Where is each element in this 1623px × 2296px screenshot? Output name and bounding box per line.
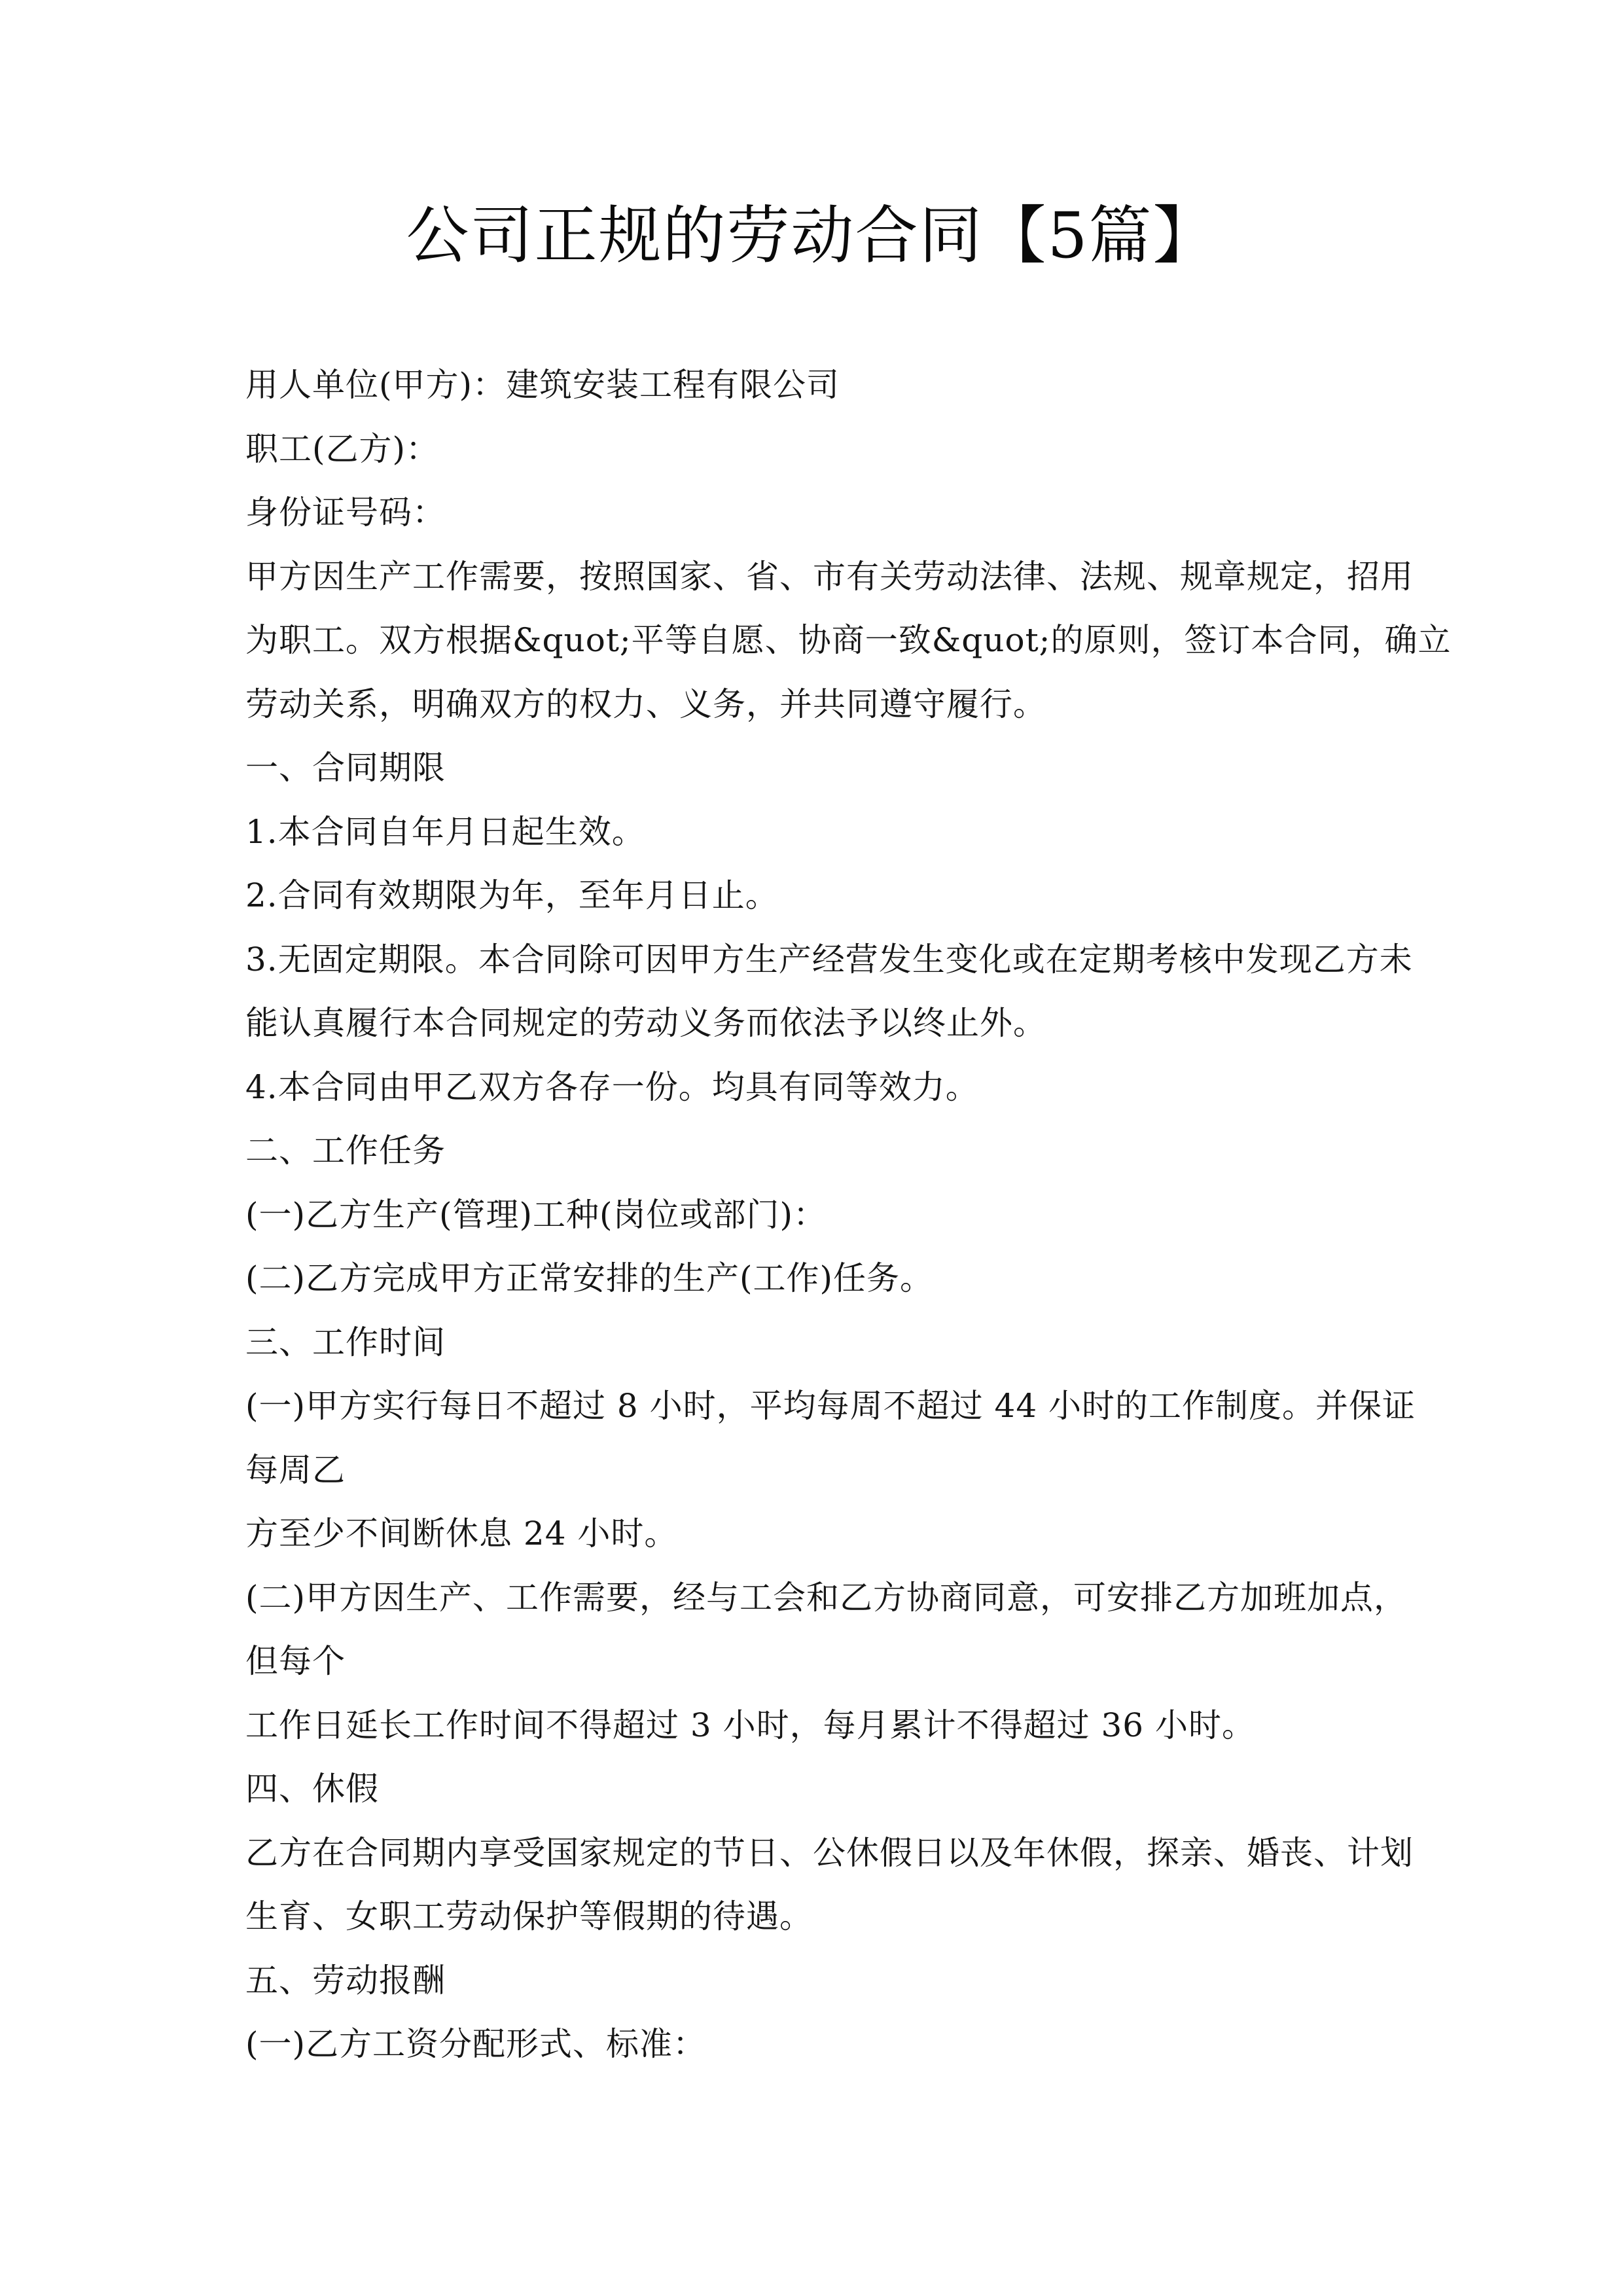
clause-line: 2.合同有效期限为年，至年月日止。: [245, 876, 779, 914]
clause-line: 3.无固定期限。本合同除可因甲方生产经营发生变化或在定期考核中发现乙方未: [245, 940, 1413, 978]
paragraph-intro-line: 劳动关系，明确双方的权力、义务，并共同遵守履行。: [245, 685, 1046, 723]
document-title: 公司正规的劳动合同【5篇】: [406, 199, 1217, 272]
document-body: [245, 353, 1452, 2077]
clause-line: 方至少不间断休息 24 小时。: [245, 1515, 678, 1552]
line-employer: 用人单位(甲方)：建筑安装工程有限公司: [245, 366, 840, 404]
clause-line: 乙方在合同期内享受国家规定的节日、公休假日以及年休假，探亲、婚丧、计划: [245, 1833, 1414, 1872]
clause-line: (一)乙方生产(管理)工种(岗位或部门)：: [245, 1195, 827, 1234]
clause-line: (二)甲方因生产、工作需要，经与工会和乙方协商同意，可安排乙方加班加点，: [245, 1578, 1408, 1617]
line-id-number: 身份证号码：: [245, 493, 446, 531]
clause-line: 但每个: [245, 1642, 346, 1680]
clause-line: (二)乙方完成甲方正常安排的生产(工作)任务。: [245, 1259, 934, 1297]
section-heading-remuneration: 五、劳动报酬: [245, 1961, 446, 2000]
paragraph-intro-line: 甲方因生产工作需要，按照国家、省、市有关劳动法律、法规、规章规定，招用: [245, 557, 1414, 596]
section-heading-leave: 四、休假: [245, 1770, 379, 1808]
clause-line: 每周乙: [245, 1450, 346, 1489]
section-heading-contract-term: 一、合同期限: [245, 749, 446, 787]
clause-line: (一)甲方实行每日不超过 8 小时，平均每周不超过 44 小时的工作制度。并保证: [245, 1387, 1416, 1425]
section-heading-work-tasks: 二、工作任务: [245, 1132, 446, 1170]
clause-line: 生育、女职工劳动保护等假期的待遇。: [245, 1897, 813, 1935]
clause-line: 工作日延长工作时间不得超过 3 小时，每月累计不得超过 36 小时。: [245, 1706, 1256, 1744]
clause-line: (一)乙方工资分配形式、标准：: [245, 2025, 707, 2063]
clause-line: 1.本合同自年月日起生效。: [245, 812, 645, 851]
clause-line: 4.本合同由甲乙双方各存一份。均具有同等效力。: [245, 1067, 979, 1106]
clause-line: 能认真履行本合同规定的劳动义务而依法予以终止外。: [245, 1004, 1046, 1042]
paragraph-intro-line: 为职工。双方根据&quot;平等自愿、协商一致&quot;的原则，签订本合同，确立: [245, 621, 1452, 659]
line-employee: 职工(乙方)：: [245, 429, 440, 468]
section-heading-work-hours: 三、工作时间: [245, 1323, 446, 1361]
